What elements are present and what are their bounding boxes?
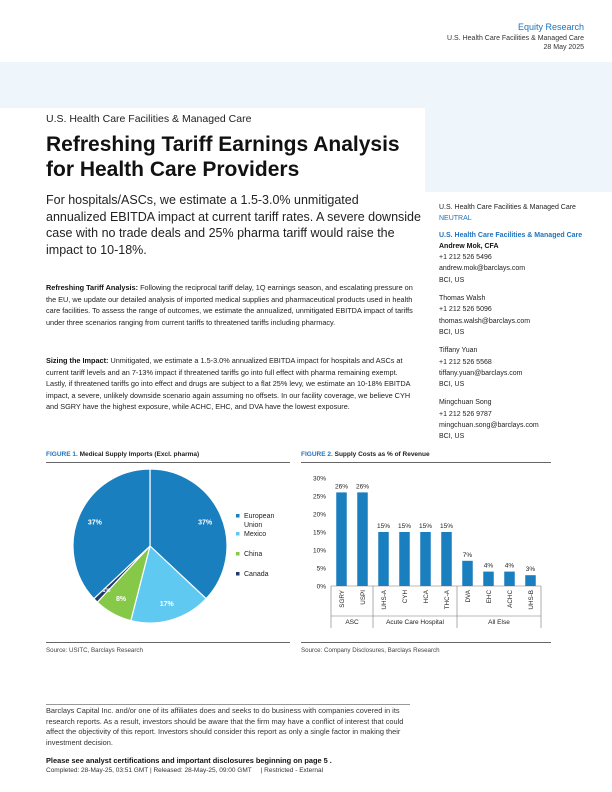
analyst-name: Mingchuan Song	[439, 399, 492, 407]
legend-label: China	[244, 551, 263, 558]
header-band	[0, 62, 612, 108]
bar-value-label: 7%	[462, 551, 473, 559]
group-label: ASC	[345, 619, 359, 626]
bar-value-label: 26%	[355, 483, 370, 491]
figure-caption: Medical Supply Imports (Excl. pharma)	[79, 451, 200, 458]
sector-rating: NEUTRAL	[439, 215, 472, 223]
analyst-entity: BCI, US	[439, 276, 465, 284]
meta-separator: |	[149, 767, 152, 774]
certifications-note[interactable]: Please see analyst certifications and important disclosures beginning on page 5 .	[46, 756, 332, 765]
analyst-phone: +1 212 526 5496	[439, 254, 492, 262]
y-tick-label: 20%	[312, 511, 326, 519]
coverage-heading: U.S. Health Care Facilities & Managed Care	[439, 231, 583, 239]
pie-slice-label: 17%	[159, 601, 174, 609]
analyst-name: Tiffany Yuan	[439, 347, 478, 355]
figure1-rule	[46, 462, 290, 463]
bar-value-label: 15%	[376, 523, 391, 530]
meta-separator: |	[253, 767, 263, 774]
bar-value-label: 26%	[334, 483, 349, 491]
bar	[399, 532, 410, 586]
analyst-email[interactable]: andrew.mok@barclays.com	[439, 265, 526, 273]
legend-swatch	[236, 552, 240, 556]
figure1-rule-bottom	[46, 642, 290, 643]
paragraph-text: Following the reciprocal tariff delay, 1Q earnings season, and escalating pressure on the EU, we update our detailed analysis of imported medical supplies and pharmaceutical products used in health care facilities. To assess the range of outcomes, we estimate the annualized, unmitigated EBITDA impact of tariffs under three scenarios ranging from current tariffs to threatened tariffs including pharmacy.	[46, 283, 413, 327]
analyst-email[interactable]: mingchuan.song@barclays.com	[439, 422, 539, 430]
header-date: 28 May 2025	[543, 44, 584, 51]
disclaimer-text: Barclays Capital Inc. and/or one of its affiliates does and seeks to do business with companies covered in its research reports. As a result, investors should be aware that the firm may have a conflict of interest that could affect the objectivity of this report. Investors should consider this report as only a single factor in making their investment decision.	[46, 706, 404, 747]
y-tick-label: 30%	[312, 475, 326, 483]
legend-swatch	[236, 532, 240, 536]
equity-research-label: Equity Research	[517, 22, 584, 32]
sidebar-band	[425, 108, 612, 192]
category-label: THC-A	[443, 590, 451, 610]
category-label: SGRY	[338, 590, 346, 608]
bar	[462, 561, 473, 586]
figure2-rule-bottom	[301, 642, 551, 643]
disclaimer-rule	[46, 704, 410, 705]
page-header	[447, 22, 584, 51]
bar-value-label: 4%	[504, 562, 515, 570]
legend-label-line: Union	[244, 522, 263, 529]
sidebar-sector: U.S. Health Care Facilities & Managed Care	[439, 204, 576, 211]
release-meta	[46, 767, 323, 774]
bar-chart	[301, 466, 551, 642]
group-label: Acute Care Hospital	[386, 619, 444, 626]
bar-value-label: 15%	[439, 523, 454, 530]
analyst-phone: +1 212 526 9787	[439, 410, 492, 418]
released-time: Released: 28-May-25, 09:00 GMT	[153, 767, 252, 774]
figure2-source: Source: Company Disclosures, Barclays Research	[301, 647, 440, 654]
figure1-title	[46, 451, 199, 458]
pie-slice-label: 37%	[87, 519, 102, 527]
header-sector: U.S. Health Care Facilities & Managed Care	[447, 35, 584, 42]
bar	[378, 532, 389, 586]
bar	[483, 572, 494, 586]
bar-value-label: 3%	[525, 566, 536, 574]
legend-label: Canada	[244, 571, 269, 578]
bar	[357, 492, 368, 586]
figure-caption: Supply Costs as % of Revenue	[334, 451, 430, 458]
bar-value-label: 4%	[483, 562, 494, 570]
analyst-entity: BCI, US	[439, 328, 465, 336]
category-label: HCA	[422, 590, 430, 604]
category-label: EHC	[485, 590, 493, 604]
bar	[441, 532, 452, 586]
figure2-title	[301, 451, 430, 458]
analyst-email[interactable]: tiffany.yuan@barclays.com	[439, 369, 523, 377]
analyst-name: Andrew Mok, CFA	[439, 242, 499, 250]
bar	[420, 532, 431, 586]
analyst-email[interactable]: thomas.walsh@barclays.com	[439, 317, 531, 325]
y-tick-label: 25%	[312, 493, 326, 501]
bar	[336, 492, 347, 586]
pie-chart	[46, 466, 296, 642]
report-kicker: U.S. Health Care Facilities & Managed Care	[46, 113, 252, 125]
paragraph-text: Unmitigated, we estimate a 1.5-3.0% annualized EBITDA impact for hospitals and ASCs at current tariff levels and an 7-13% impact if threatened tariffs go into full effect with pharma remaining exempt. Lastly, if threatened tariffs go into effect and drugs are subject to a flat 25% levy, we estimate an 10-18% EBITDA impact, a severe, unlikely downside scenario again assuming no offsets. In our facility coverage, we believe CYH and SGRY have the highest exposure, while ACHC, EHC, and DVA have the lowest exposure.	[46, 356, 411, 411]
group-label: All Else	[488, 619, 510, 626]
analyst-phone: +1 212 526 5568	[439, 358, 492, 366]
bar	[525, 575, 536, 586]
legend-swatch	[236, 514, 240, 518]
paragraph-sizing-impact	[46, 355, 416, 413]
analyst-block	[439, 241, 589, 286]
legend-label	[244, 513, 274, 529]
paragraph-lead: Refreshing Tariff Analysis:	[46, 283, 139, 292]
paragraph-tariff-analysis	[46, 282, 416, 328]
legend-label: Mexico	[244, 531, 267, 538]
pie-slice-label: 1%	[102, 588, 111, 595]
analyst-entity: BCI, US	[439, 433, 465, 441]
category-label: DVA	[464, 590, 472, 603]
sidebar	[439, 202, 589, 443]
analyst-phone: +1 212 526 5096	[439, 306, 492, 314]
legend-label-line: European	[244, 513, 275, 520]
y-tick-label: 5%	[316, 565, 326, 573]
completed-time: Completed: 28-May-25, 03:51 GMT	[46, 767, 149, 774]
analyst-block	[439, 397, 589, 442]
analyst-entity: BCI, US	[439, 381, 465, 389]
category-label: USPI	[359, 590, 367, 605]
bar-value-label: 15%	[418, 523, 433, 530]
figure-label: FIGURE 2.	[301, 451, 333, 458]
figure2-rule	[301, 462, 551, 463]
y-tick-label: 0%	[316, 583, 326, 591]
category-label: UHS-B	[527, 590, 535, 610]
category-label: ACHC	[506, 590, 514, 608]
pie-slice-label: 8%	[116, 596, 127, 604]
report-title: Refreshing Tariff Earnings Analysis for Health Care Providers	[46, 133, 400, 181]
pie-slice-label: 37%	[198, 519, 213, 527]
analyst-block	[439, 293, 589, 338]
y-tick-label: 10%	[312, 547, 326, 555]
figure1-source: Source: USITC, Barclays Research	[46, 647, 143, 654]
paragraph-lead: Sizing the Impact:	[46, 356, 109, 365]
restricted-flag: Restricted - External	[264, 767, 324, 774]
report-subtitle: For hospitals/ASCs, we estimate a 1.5-3.0% unmitigated annualized EBITDA impact at current tariff rates. A severe downside case with no trade deals and 25% pharma tariff would raise the impact to 10-18%.	[46, 193, 421, 257]
legend-swatch	[236, 572, 240, 576]
category-label: UHS-A	[380, 590, 388, 610]
category-label: CYH	[401, 590, 409, 604]
bar-value-label: 15%	[397, 523, 412, 530]
analyst-name: Thomas Walsh	[439, 295, 486, 303]
analyst-block	[439, 345, 589, 390]
bar	[504, 572, 515, 586]
figure-label: FIGURE 1.	[46, 451, 78, 458]
y-tick-label: 15%	[312, 529, 326, 537]
